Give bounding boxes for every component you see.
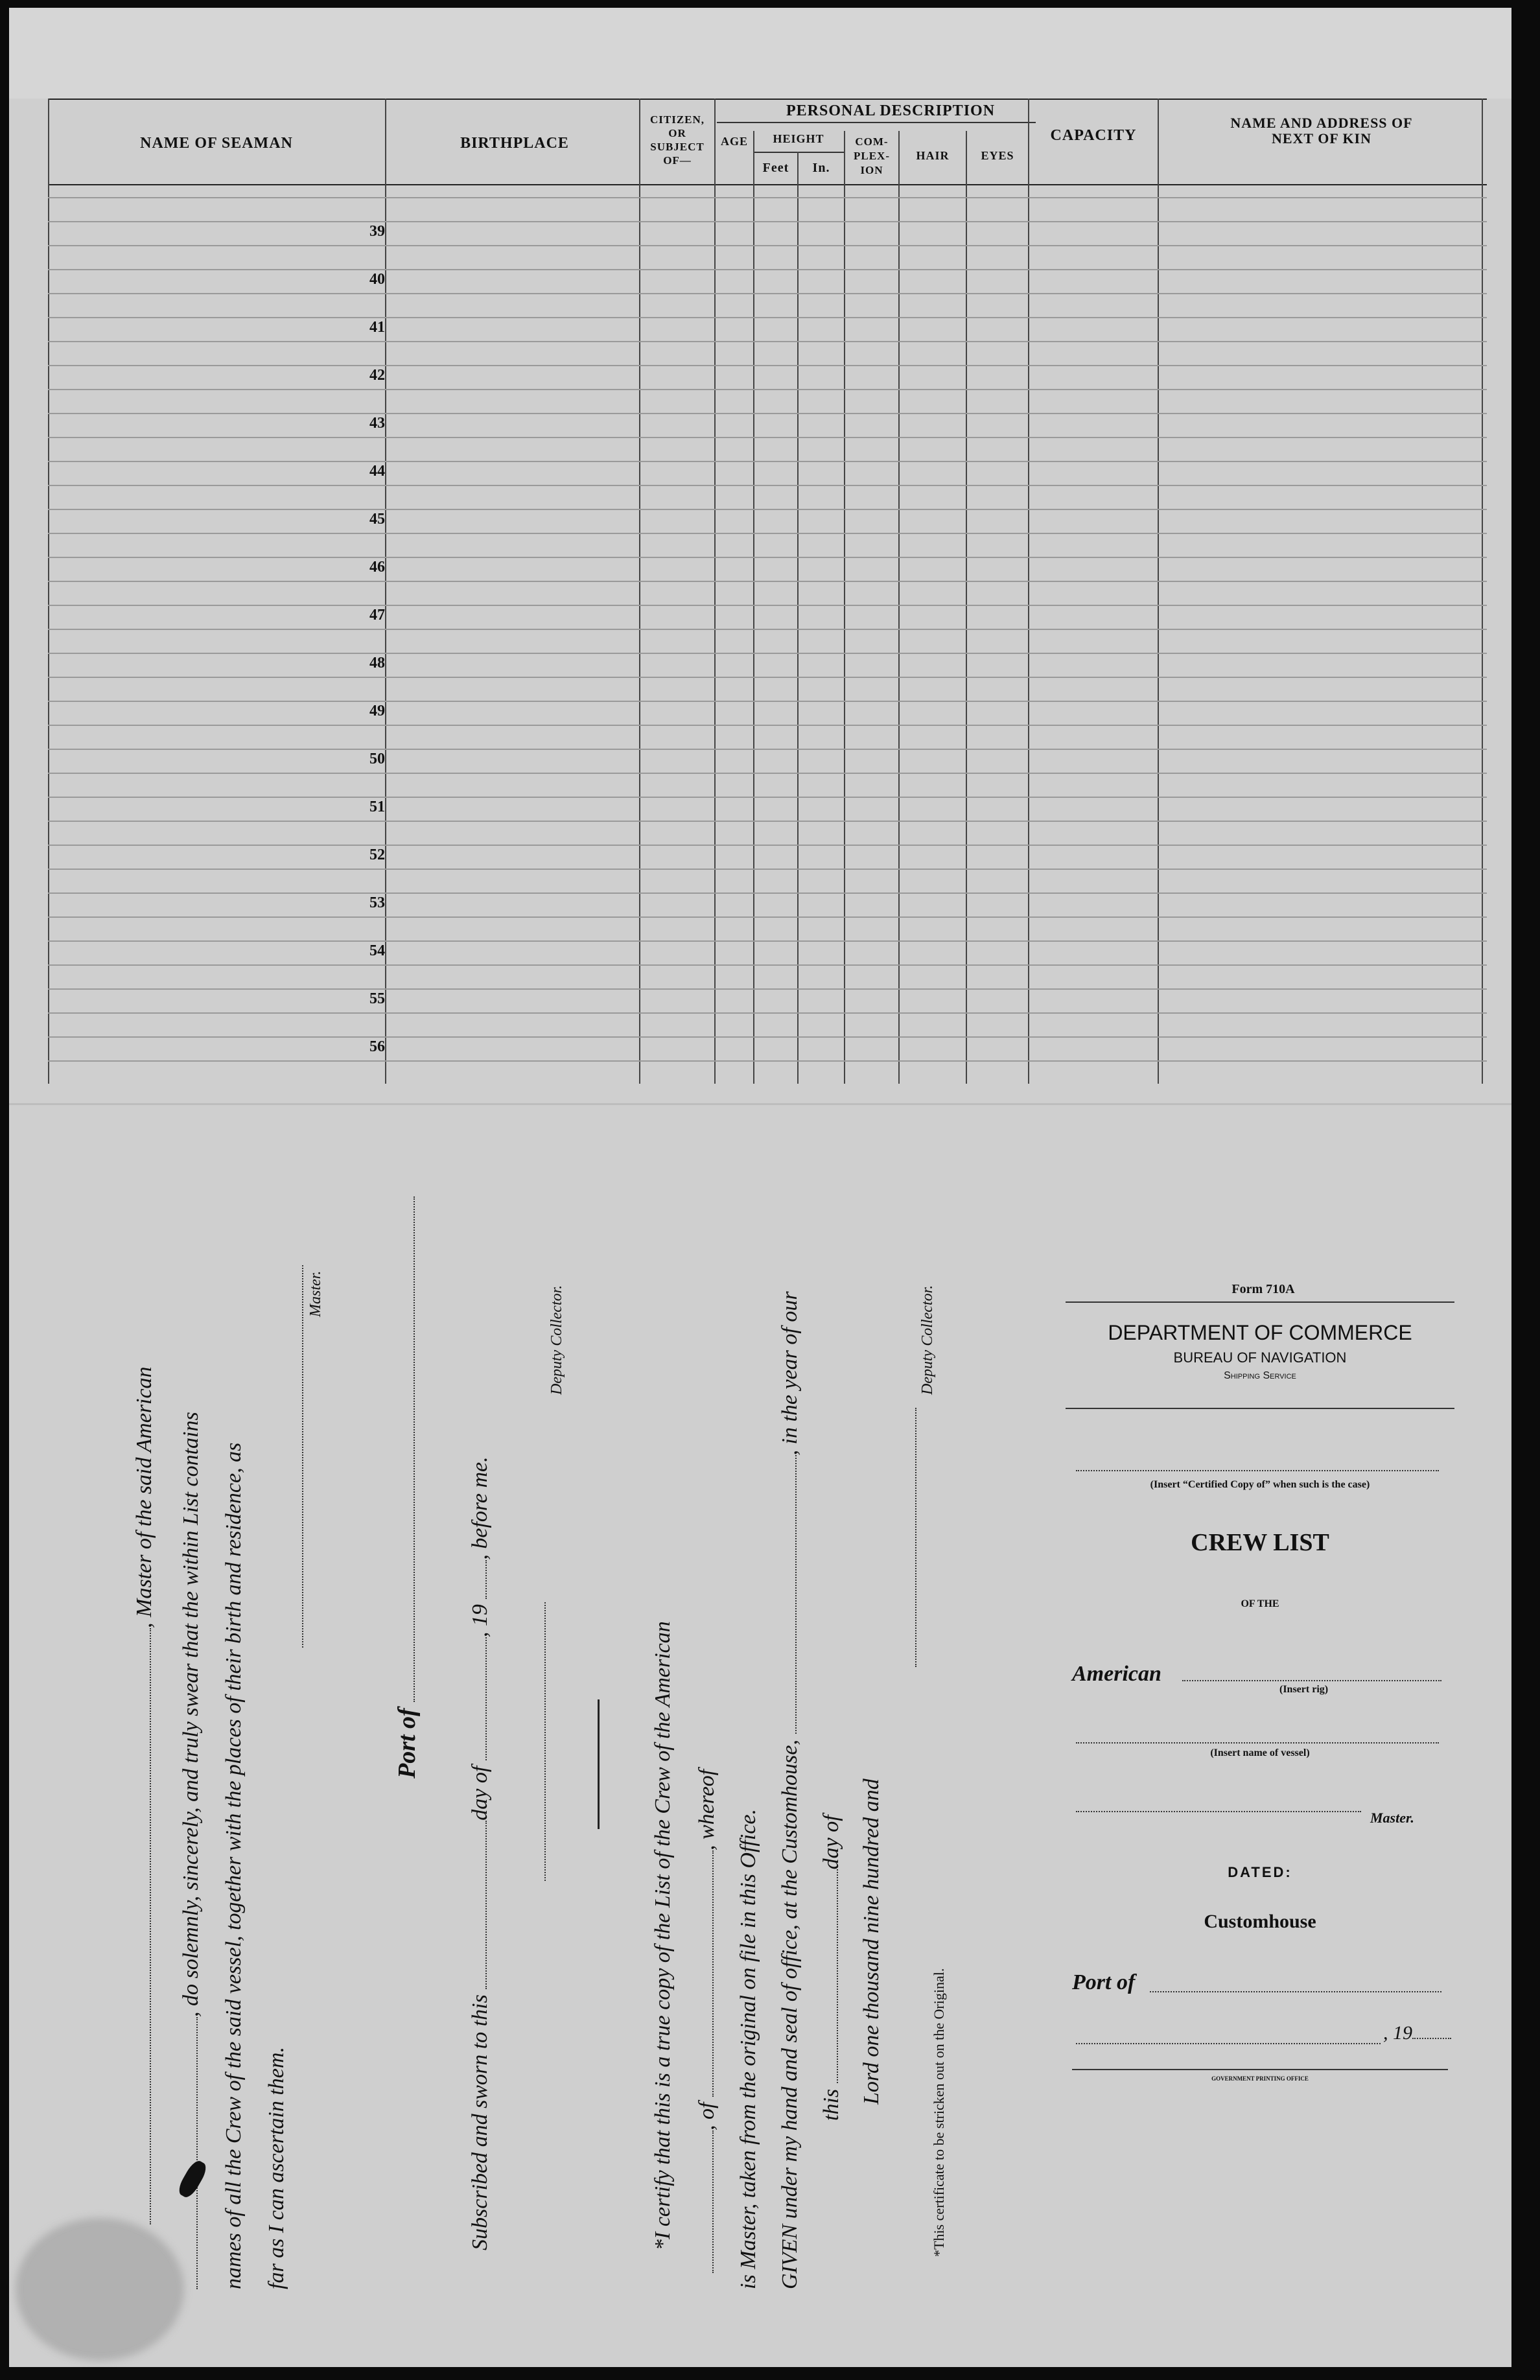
row-number: 49	[369, 703, 385, 719]
row-rule	[48, 533, 1487, 534]
row-rule	[48, 677, 1487, 678]
insert-vessel-note: (Insert name of vessel)	[1210, 1747, 1310, 1758]
row-number: 41	[369, 319, 385, 336]
oath-port-of: Port of	[393, 1196, 421, 1779]
row-rule	[48, 1036, 1487, 1038]
row-rule	[48, 461, 1487, 462]
personal-subrule	[717, 122, 1036, 123]
row-number: 48	[369, 655, 385, 671]
row-rule	[48, 653, 1487, 654]
row-rule	[48, 413, 1487, 414]
deputy-collector-label-2: Deputy Collector.	[919, 1285, 936, 1395]
department-title: DEPARTMENT OF COMMERCE	[1108, 1321, 1412, 1344]
header-complexion: COM- PLEX- ION	[854, 135, 890, 176]
row-rule	[48, 605, 1487, 606]
cover-master-label: Master.	[1370, 1810, 1414, 1826]
header-next-of-kin: NAME AND ADDRESS OF NEXT OF KIN	[1230, 115, 1413, 146]
col-line	[639, 99, 640, 1084]
row-rule	[48, 365, 1487, 366]
header-citizen: CITIZEN, OR SUBJECT OF—	[649, 113, 705, 167]
form-number: Form 710A	[1231, 1282, 1295, 1296]
row-rule	[48, 916, 1487, 918]
deputy-collector-label-1: Deputy Collector.	[548, 1285, 565, 1395]
deputy-signature-line-1	[544, 1602, 546, 1881]
row-rule	[48, 581, 1487, 582]
row-number: 39	[369, 223, 385, 240]
subscribed-line: Subscribed and sworn to this day of , 19 , before me.	[468, 1456, 492, 2250]
row-rule	[48, 797, 1487, 798]
col-line	[1028, 99, 1029, 1084]
row-rule	[48, 964, 1487, 966]
oath-line-1: , Master of the said American	[132, 1366, 157, 2224]
row-rule	[48, 701, 1487, 702]
row-number: 47	[369, 607, 385, 624]
row-rule	[48, 1012, 1487, 1014]
col-line	[797, 152, 799, 1084]
cover-year: , 19	[1383, 2022, 1451, 2044]
row-rule	[48, 269, 1487, 270]
vessel-name-line	[1076, 1742, 1439, 1744]
certificate-line-6: Lord one thousand nine hundred and	[859, 1779, 883, 2105]
document-page	[9, 8, 1511, 2367]
row-rule	[48, 892, 1487, 894]
bureau-title: BUREAU OF NAVIGATION	[1173, 1349, 1347, 1366]
row-rule	[48, 749, 1487, 750]
oath-line-3: names of all the Crew of the said vessel, together with the places of their birth and residence, as	[222, 1442, 246, 2289]
row-rule	[48, 197, 1487, 198]
row-number: 50	[369, 751, 385, 767]
cover-rule-mid	[1066, 1408, 1454, 1409]
header-age: AGE	[720, 135, 748, 148]
american-label: American	[1072, 1662, 1161, 1686]
row-number: 55	[369, 990, 385, 1007]
certified-copy-line	[1076, 1470, 1439, 1471]
row-rule	[48, 1060, 1487, 1062]
header-personal-description: PERSONAL DESCRIPTION	[786, 102, 996, 119]
header-birthplace: BIRTHPLACE	[460, 135, 569, 152]
row-rule	[48, 940, 1487, 942]
of-the-label: OF THE	[1241, 1598, 1279, 1609]
master-label: Master.	[307, 1270, 324, 1317]
height-subrule	[753, 152, 844, 153]
oath-line-4: far as I can ascertain them.	[264, 2047, 288, 2289]
row-rule	[48, 293, 1487, 294]
header-bottom-rule	[48, 184, 1487, 185]
separator-rule	[598, 1699, 600, 1829]
customhouse-label: Customhouse	[1204, 1911, 1316, 1932]
row-rule	[48, 869, 1487, 870]
service-title: Shipping Service	[1224, 1370, 1296, 1381]
table-top-rule	[48, 99, 1487, 100]
certificate-line-5: this day of	[819, 1815, 843, 2121]
fold-crease	[9, 1103, 1511, 1105]
row-rule	[48, 725, 1487, 726]
deputy-signature-line-2	[915, 1408, 916, 1667]
row-rule	[48, 845, 1487, 846]
col-line	[1158, 99, 1159, 1084]
header-name-of-seaman: NAME OF SEAMAN	[140, 135, 293, 152]
row-number: 40	[369, 271, 385, 288]
row-rule	[48, 629, 1487, 630]
row-rule	[48, 389, 1487, 390]
crew-list-title: CREW LIST	[1191, 1529, 1329, 1556]
row-rule	[48, 773, 1487, 774]
header-band	[9, 8, 1511, 99]
header-capacity: CAPACITY	[1050, 127, 1137, 144]
cover-date-line	[1076, 2043, 1381, 2044]
certificate-line-2: , of , whereof	[695, 1769, 719, 2273]
row-number: 44	[369, 463, 385, 480]
row-rule	[48, 509, 1487, 510]
printer-imprint: GOVERNMENT PRINTING OFFICE	[1211, 2075, 1309, 2082]
master-name-line	[1076, 1811, 1361, 1812]
row-rule	[48, 821, 1487, 822]
master-signature-line	[302, 1265, 303, 1648]
row-rule	[48, 437, 1487, 438]
col-line	[714, 99, 716, 1084]
row-number: 51	[369, 799, 385, 815]
insert-rig-note: (Insert rig)	[1279, 1684, 1329, 1695]
dated-label: DATED:	[1228, 1864, 1292, 1880]
row-rule	[48, 485, 1487, 486]
paper-damage	[16, 2218, 184, 2361]
header-feet: Feet	[762, 161, 789, 175]
col-line	[48, 99, 49, 1084]
row-number: 42	[369, 367, 385, 384]
rig-line	[1182, 1680, 1441, 1681]
certificate-line-4: GIVEN under my hand and seal of office, at the Customhouse, , in the year of our	[778, 1291, 802, 2289]
header-inches: In.	[812, 161, 830, 175]
row-rule	[48, 317, 1487, 318]
row-number: 46	[369, 559, 385, 576]
cover-port-of: Port of	[1072, 1970, 1136, 1994]
oath-line-2: , do solemnly, sincerely, and truly swear that the within List contains	[179, 1412, 204, 2289]
row-number: 43	[369, 415, 385, 432]
row-number: 52	[369, 846, 385, 863]
cover-rule-bottom	[1072, 2069, 1448, 2070]
row-rule	[48, 988, 1487, 990]
cover-port-line	[1150, 1991, 1441, 1992]
certificate-line-3: is Master, taken from the original on file in this Office.	[736, 1808, 760, 2289]
row-number: 53	[369, 894, 385, 911]
col-line	[385, 99, 386, 1084]
row-number: 56	[369, 1038, 385, 1055]
header-height: HEIGHT	[773, 132, 824, 145]
row-rule	[48, 245, 1487, 246]
header-hair: HAIR	[916, 149, 950, 162]
cover-rule-top	[1066, 1301, 1454, 1303]
header-eyes: EYES	[981, 149, 1014, 162]
row-rule	[48, 557, 1487, 558]
certificate-line-1: *I certify that this is a true copy of the List of the Crew of the American	[651, 1621, 675, 2250]
row-rule	[48, 341, 1487, 342]
row-number: 45	[369, 511, 385, 528]
certificate-footnote: *This certificate to be stricken out on the Original.	[931, 1968, 947, 2257]
row-rule	[48, 221, 1487, 222]
row-number: 54	[369, 942, 385, 959]
insert-certified-note: (Insert “Certified Copy of” when such is the case)	[1150, 1479, 1370, 1490]
col-line	[1482, 99, 1483, 1084]
